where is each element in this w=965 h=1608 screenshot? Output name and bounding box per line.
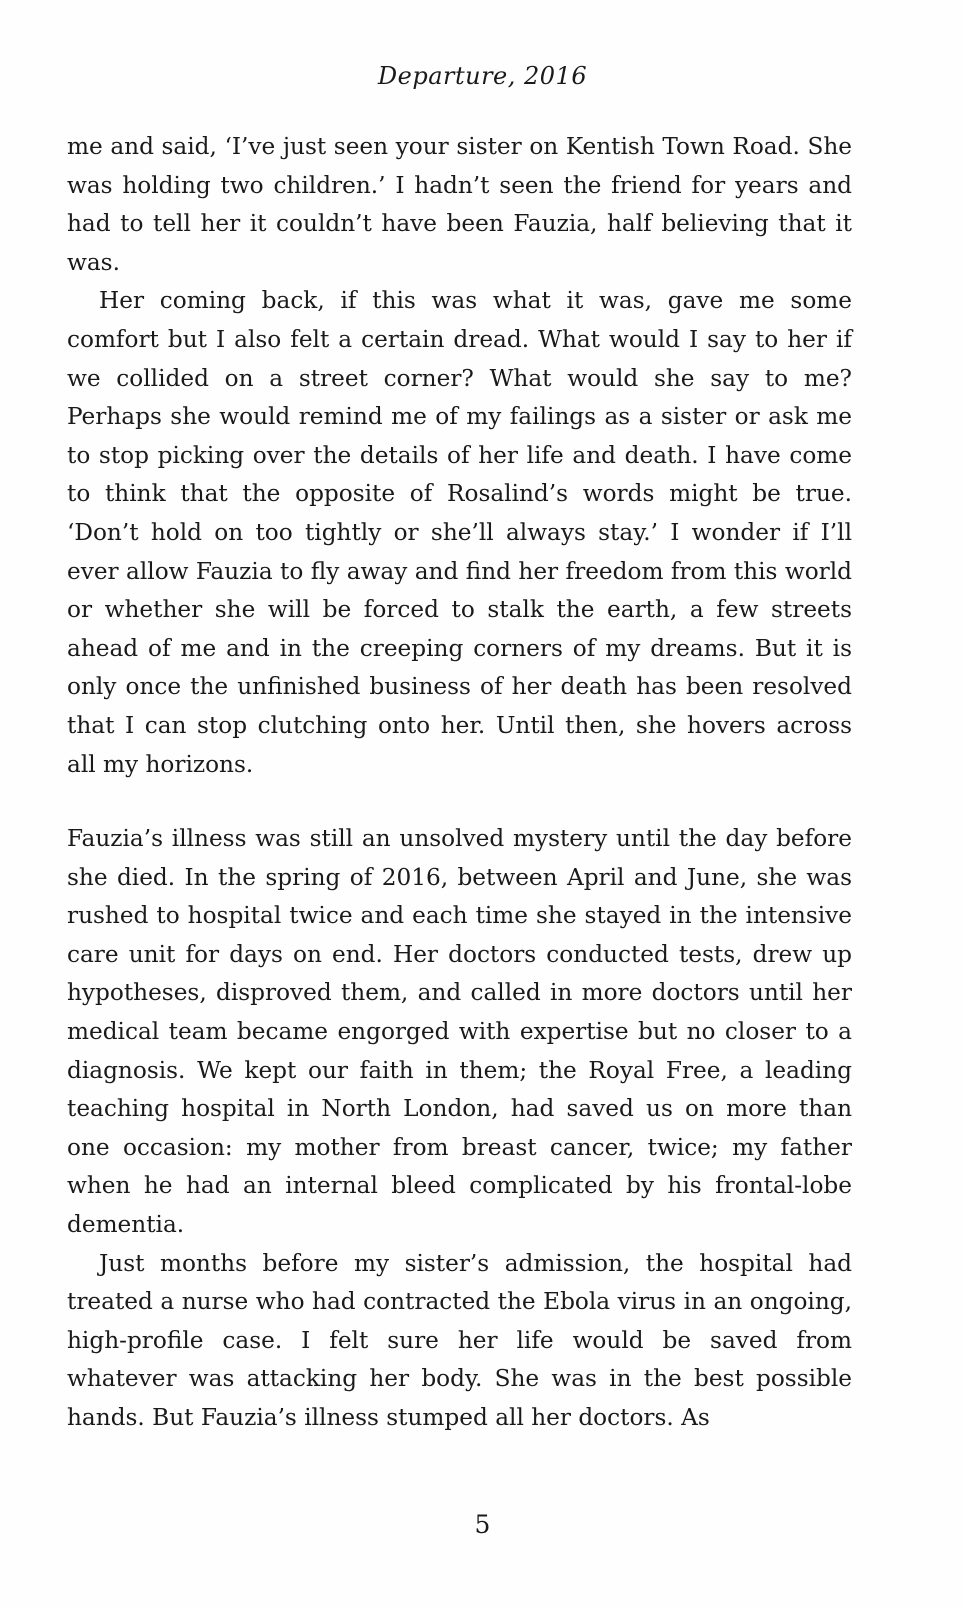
paragraph-dread: Her coming back, if this was what it was, gave me some comfort but I also felt a certain dread. What would I say to her if we collided on a street corner? What would she say to me? Perhaps she would remind me of my failings as a sister or ask me to stop picking over the details of her life and death. I have come to think that the opposite of Rosalind’s words might be true. ‘Don’t hold on too tightly or she’ll always stay.’ I wonder if I’ll ever allow Fauzia to fly away and find her freedom from this world or whether she will be forced to stalk the earth, a few streets ahead of me and in the creeping corners of my dreams. But it is only once the unfinished business of her death has been resolved that I can stop clutching onto her. Until then, she hovers across all my horizons. <box>67 287 852 778</box>
page-number: 5 <box>474 1510 491 1539</box>
body-text <box>67 128 852 1438</box>
running-head: Departure, 2016 <box>377 62 588 90</box>
paragraph-continuation: me and said, ‘I’ve just seen your sister on Kentish Town Road. She was holding two children.’ I hadn’t seen the friend for years and had to tell her it couldn’t have been Fauzia, half believing that it was. <box>67 133 852 276</box>
section-break <box>67 784 852 820</box>
paragraph-hospital: Just months before my sister’s admission, the hospital had treated a nurse who had contracted the Ebola virus in an ongoing, high-profile case. I felt sure her life would be saved from whatever was attacking her body. She was in the best possible hands. But Fauzia’s illness stumped all her doctors. As <box>67 1249 852 1431</box>
paragraph-illness: Fauzia’s illness was still an unsolved mystery until the day before she died. In the spring of 2016, between April and June, she was rushed to hospital twice and each time she stayed in the intensive care unit for days on end. Her doctors conducted tests, drew up hypotheses, disproved them, and called in more doctors until her medical team became engorged with expertise but no closer to a diagnosis. We kept our faith in them; the Royal Free, a leading teaching hospital in North London, had saved us on more than one occasion: my mother from breast cancer, twice; my father when he had an internal bleed complicated by his frontal-lobe dementia. <box>67 825 852 1239</box>
